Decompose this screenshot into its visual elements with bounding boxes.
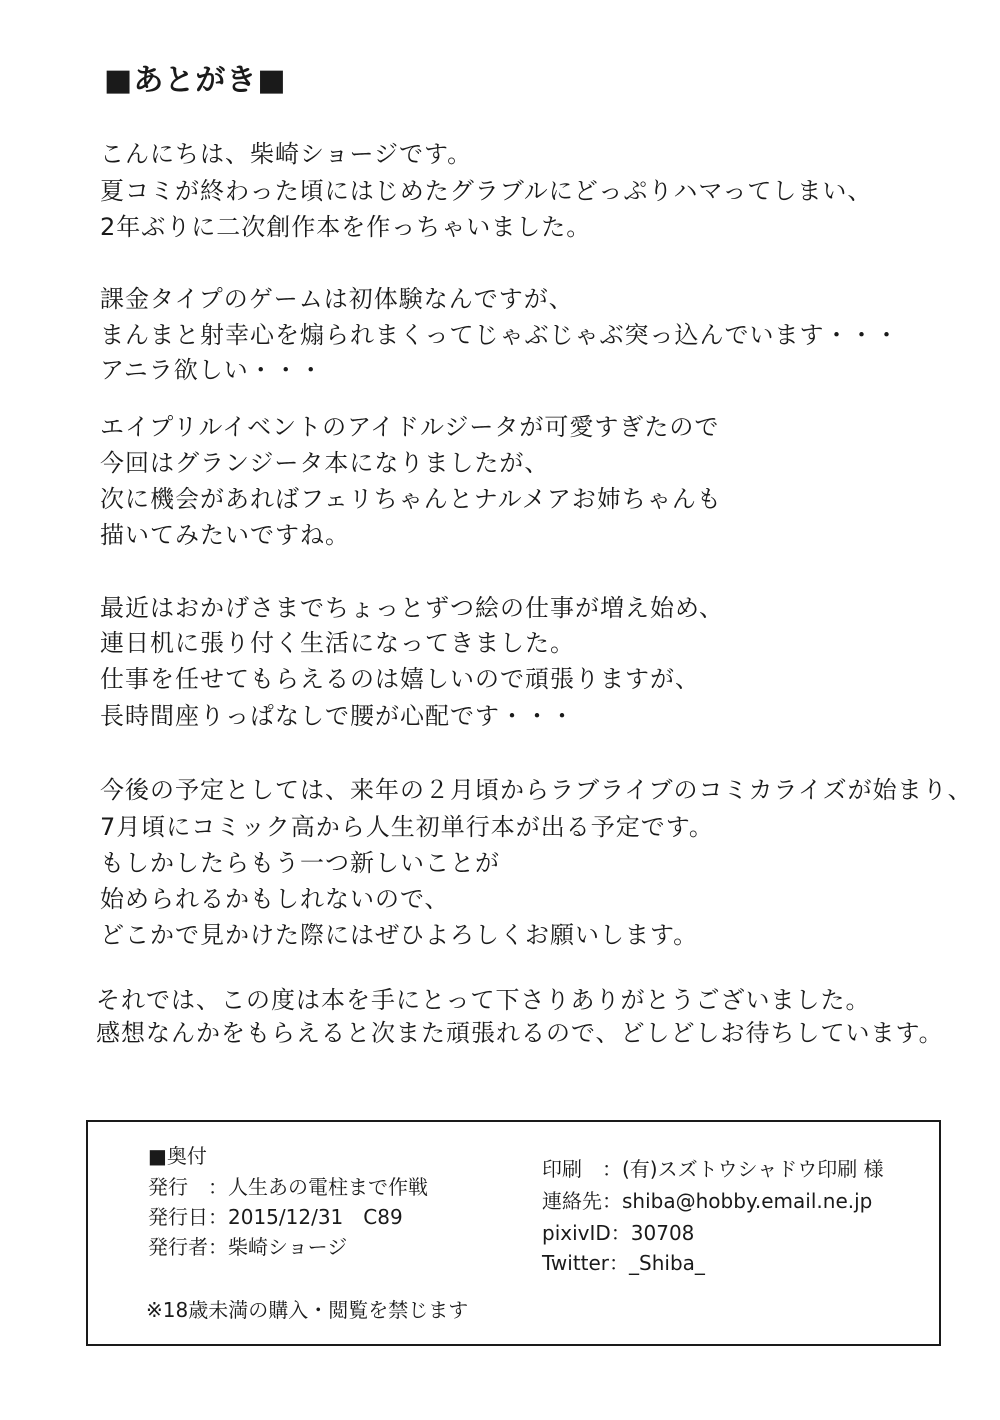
- paragraph-line: 始められるかもしれないので、: [100, 885, 450, 913]
- paragraph-line: 7月頃にコミック高から人生初単行本が出る予定です。: [100, 813, 714, 841]
- paragraph-line: 仕事を任せてもらえるのは嬉しいので頑張りますが、: [100, 665, 700, 693]
- paragraph-line: どこかで見かけた際にはぜひよろしくお願いします。: [100, 921, 699, 949]
- colophon-label: pixivID：: [542, 1221, 631, 1245]
- colophon-label: 発行者：: [148, 1235, 228, 1259]
- colophon-value: (有)スズトウシャドウ印刷 様: [622, 1157, 884, 1181]
- paragraph-line: 2年ぶりに二次創作本を作っちゃいました。: [100, 213, 592, 241]
- colophon-label: 発行日：: [148, 1205, 228, 1229]
- paragraph-line: まんまと射幸心を煽られまくってじゃぶじゃぶ突っ込んでいます・・・: [100, 321, 900, 349]
- colophon-contact-row: [542, 1188, 872, 1214]
- paragraph-line: 夏コミが終わった頃にはじめたグラブルにどっぷりハマってしまい、: [100, 177, 873, 205]
- paragraph-line: 今回はグランジータ本になりましたが、: [100, 449, 550, 477]
- colophon-label: 発行 ：: [148, 1175, 228, 1199]
- paragraph-line: もしかしたらもう一つ新しいことが: [100, 849, 500, 877]
- paragraph-line: 連日机に張り付く生活になってきました。: [100, 629, 575, 657]
- colophon-value: 柴崎ショージ: [228, 1235, 348, 1259]
- colophon-label: 印刷 ：: [542, 1157, 622, 1181]
- colophon-value: shiba@hobby.email.ne.jp: [622, 1189, 873, 1213]
- age-restriction-note: ※18歳未満の購入・閲覧を禁じます: [146, 1298, 469, 1322]
- paragraph-line: エイプリルイベントのアイドルジータが可愛すぎたので: [100, 413, 720, 441]
- colophon-pixiv-row: [542, 1220, 694, 1246]
- colophon-value: _Shiba_: [629, 1251, 705, 1275]
- colophon-date-row: [148, 1204, 403, 1230]
- colophon-publisher-row: [148, 1174, 428, 1200]
- paragraph-line: こんにちは、柴崎ショージです。: [100, 140, 473, 168]
- afterword-heading: ■あとがき■: [104, 63, 287, 98]
- colophon-issuer-row: [148, 1234, 347, 1260]
- colophon-twitter-row: [542, 1250, 705, 1276]
- colophon-title: ■奥付: [148, 1144, 207, 1168]
- paragraph-line: 課金タイプのゲームは初体験なんですが、: [100, 285, 574, 313]
- colophon-label: 連絡先：: [542, 1189, 622, 1213]
- colophon-label: Twitter：: [542, 1251, 630, 1275]
- paragraph-line: 次に機会があればフェリちゃんとナルメアお姉ちゃんも: [100, 485, 722, 513]
- paragraph-line: 感想なんかをもらえると次また頑張れるので、どしどしお待ちしています。: [96, 1019, 944, 1047]
- colophon-value: 2015/12/31 C89: [228, 1205, 403, 1229]
- colophon-value: 30708: [630, 1221, 695, 1245]
- paragraph-line: アニラ欲しい・・・: [100, 356, 324, 384]
- colophon-value: 人生あの電柱まで作戦: [228, 1175, 428, 1199]
- paragraph-line: 長時間座りっぱなしで腰が心配です・・・: [100, 702, 575, 730]
- paragraph-line: 最近はおかげさまでちょっとずつ絵の仕事が増え始め、: [100, 594, 725, 622]
- colophon-printer-row: [542, 1156, 884, 1182]
- paragraph-line: 描いてみたいですね。: [100, 521, 350, 549]
- paragraph-line: 今後の予定としては、来年の２月頃からラブライブのコミカライズが始まり、: [100, 776, 973, 804]
- paragraph-line: それでは、この度は本を手にとって下さりありがとうございました。: [96, 986, 871, 1014]
- colophon-box: [86, 1120, 941, 1346]
